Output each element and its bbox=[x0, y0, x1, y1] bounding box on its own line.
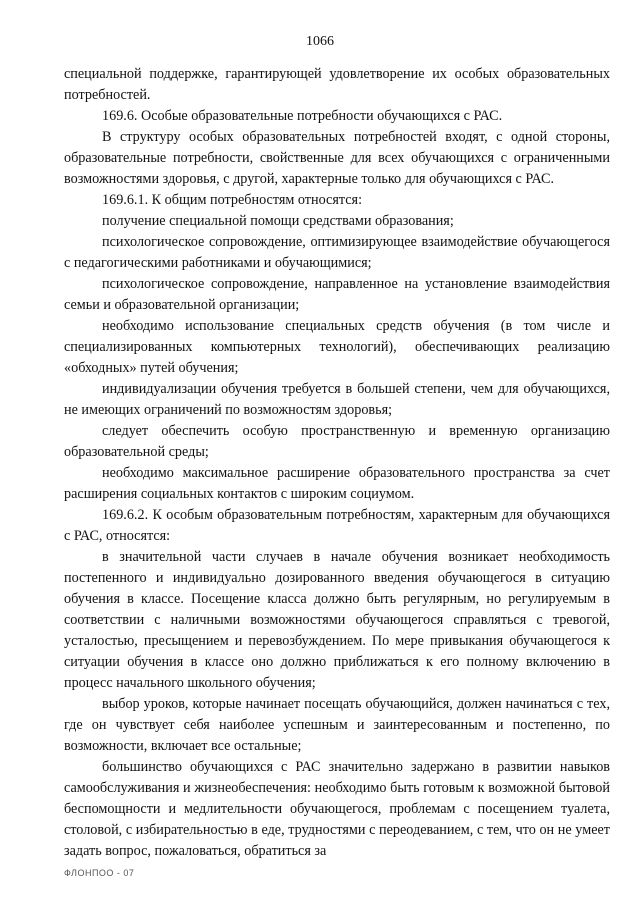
paragraph: 169.6.1. К общим потребностям относятся: bbox=[102, 192, 363, 208]
paragraph: психологическое сопровождение, оптимизирующее взаимодействие обучающегося с педагогическими работниками и обучающимися; bbox=[64, 234, 610, 271]
paragraph: психологическое сопровождение, направленное на установление взаимодействия семьи и образовательной организации; bbox=[64, 276, 610, 313]
footer-stamp: ФЛОНПОО - 07 bbox=[64, 868, 135, 878]
paragraph: необходимо максимальное расширение образовательного пространства за счет расширения социальных контактов с широким социумом. bbox=[64, 465, 610, 502]
paragraph: 169.6.2. К особым образовательным потребностям, характерным для обучающихся с РАС, относятся: bbox=[64, 507, 610, 544]
paragraph: выбор уроков, которые начинает посещать обучающийся, должен начинаться с тех, где он чувствует себя наиболее успешным и заинтересованным и постепенно, по возможности, включает все остальные; bbox=[64, 696, 610, 754]
paragraph: получение специальной помощи средствами образования; bbox=[102, 213, 454, 229]
paragraph: индивидуализации обучения требуется в большей степени, чем для обучающихся, не имеющих ограничений по возможностям здоровья; bbox=[64, 381, 610, 418]
paragraph: 169.6. Особые образовательные потребности обучающихся с РАС. bbox=[102, 108, 503, 124]
document-body bbox=[64, 64, 610, 862]
page-number: 1066 bbox=[306, 34, 334, 49]
paragraph: специальной поддержке, гарантирующей удовлетворение их особых образовательных потребностей. bbox=[64, 66, 610, 103]
paragraph: следует обеспечить особую пространственную и временную организацию образовательной среды; bbox=[64, 423, 610, 460]
paragraph: необходимо использование специальных средств обучения (в том числе и специализированных компьютерных технологий), обеспечивающих реализацию «обходных» путей обучения; bbox=[64, 318, 610, 376]
paragraph: большинство обучающихся с РАС значительно задержано в развитии навыков самообслуживания и жизнеобеспечения: необходимо быть готовым к возможной бытовой беспомощности и медлительности обучающегося, проблемам с посещением туалета, столовой, с избирательностью в еде, трудностями с переодеванием, с тем, что он не умеет задать вопрос, пожаловаться, обратиться за bbox=[64, 759, 610, 859]
paragraph: В структуру особых образовательных потребностей входят, с одной стороны, образовательные потребности, свойственные для всех обучающихся с ограниченными возможностями здоровья, с другой, характерные только для обучающихся с РАС. bbox=[64, 129, 610, 187]
paragraph: в значительной части случаев в начале обучения возникает необходимость постепенного и индивидуально дозированного введения обучающегося в ситуацию обучения в классе. Посещение класса должно быть регулярным, но регулируемым в соответствии с наличными возможностями обучающегося справляться с тревогой, усталостью, пресыщением и перевозбуждением. По мере привыкания обучающегося к ситуации обучения в классе оно должно приближаться к его полному включению в процесс начального школьного обучения; bbox=[64, 549, 610, 691]
